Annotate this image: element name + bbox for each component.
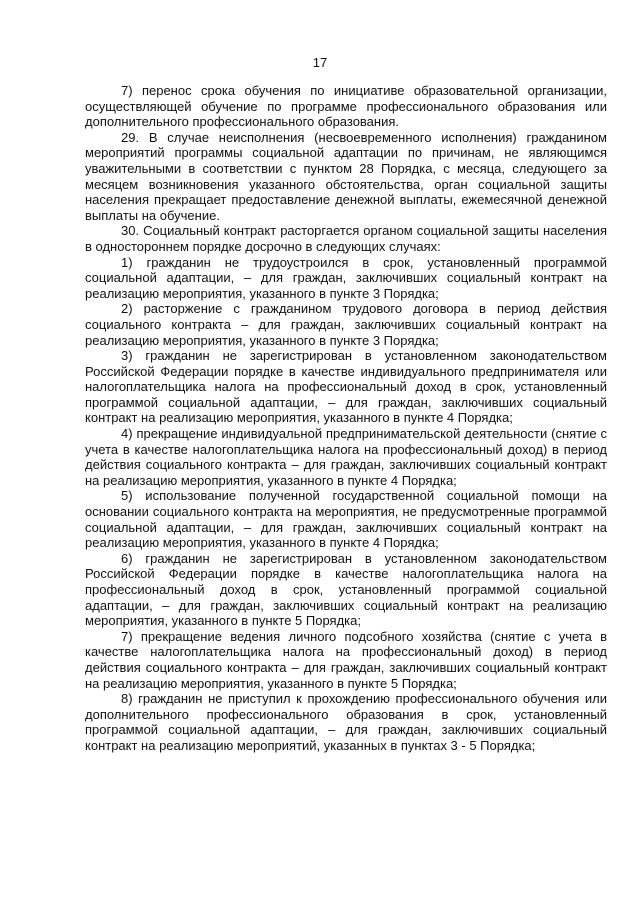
paragraph-30: 30. Социальный контракт расторгается органом социальной защиты населения в одностороннем порядке досрочно в следующих случаях: — [85, 223, 607, 254]
paragraph-30-item-3: 3) гражданин не зарегистрирован в установленном законодательством Российской Федерации порядке в качестве индивидуального предпринимателя или налогоплательщика налога на профессиональный доход в срок, установленный программой социальной адаптации, – для граждан, заключивших социальный контракт на реализацию мероприятия, указанного в пункте 4 Порядка; — [85, 348, 607, 426]
paragraph-30-item-1: 1) гражданин не трудоустроился в срок, установленный программой социальной адаптации, – для граждан, заключивших социальный контракт на реализацию мероприятия, указанного в пункте 3 Порядка; — [85, 254, 607, 301]
paragraph-30-item-5: 5) использование полученной государственной социальной помощи на основании социального контракта на мероприятия, не предусмотренные программой социальной адаптации, – для граждан, заключивших социальный контракт на реализацию мероприятия, указанного в пункте 4 Порядка; — [85, 488, 607, 551]
paragraph-item-7-transfer: 7) перенос срока обучения по инициативе образовательной организации, осуществляющей обучение по программе профессионального образования или дополнительного профессионального образования. — [85, 83, 607, 130]
paragraph-30-item-2: 2) расторжение с гражданином трудового договора в период действия социального контракта – для граждан, заключивших социальный контракт на реализацию мероприятия, указанного в пункте 3 Порядка; — [85, 301, 607, 348]
paragraph-29: 29. В случае неисполнения (несвоевременного исполнения) гражданином мероприятий программы социальной адаптации по причинам, не являющимся уважительными в соответствии с пунктом 28 Порядка, с месяца, следующего за месяцем возникновения указанного обстоятельства, орган социальной защиты населения прекращает предоставление денежной выплаты, ежемесячной денежной выплаты на обучение. — [85, 129, 607, 223]
page-number: 17 — [312, 55, 328, 70]
paragraph-30-item-7: 7) прекращение ведения личного подсобного хозяйства (снятие с учета в качестве налогоплательщика налога на профессиональный доход) в период действия социального контракта – для граждан, заключивших социальный контракт на реализацию мероприятия, указанного в пункте 5 Порядка; — [85, 628, 607, 691]
paragraph-30-item-6: 6) гражданин не зарегистрирован в установленном законодательством Российской Федерации порядке в качестве налогоплательщика налога на профессиональный доход в срок, установленный программой социальной адаптации, – для граждан, заключивших социальный контракт на реализацию мероприятия, указанного в пункте 5 Порядка; — [85, 550, 607, 629]
document-body — [85, 83, 607, 754]
paragraph-30-item-8: 8) гражданин не приступил к прохождению профессионального обучения или дополнительного профессионального образования в срок, установленный программой социальной адаптации, – для граждан, заключивших социальный контракт на реализацию мероприятий, указанных в пунктах 3 - 5 Порядка; — [85, 691, 607, 753]
paragraph-30-item-4: 4) прекращение индивидуальной предпринимательской деятельности (снятие с учета в качестве налогоплательщика налога на профессиональный доход) в период действия социального контракта – для граждан, заключивших социальный контракт на реализацию мероприятия, указанного в пункте 4 Порядка; — [85, 426, 607, 488]
